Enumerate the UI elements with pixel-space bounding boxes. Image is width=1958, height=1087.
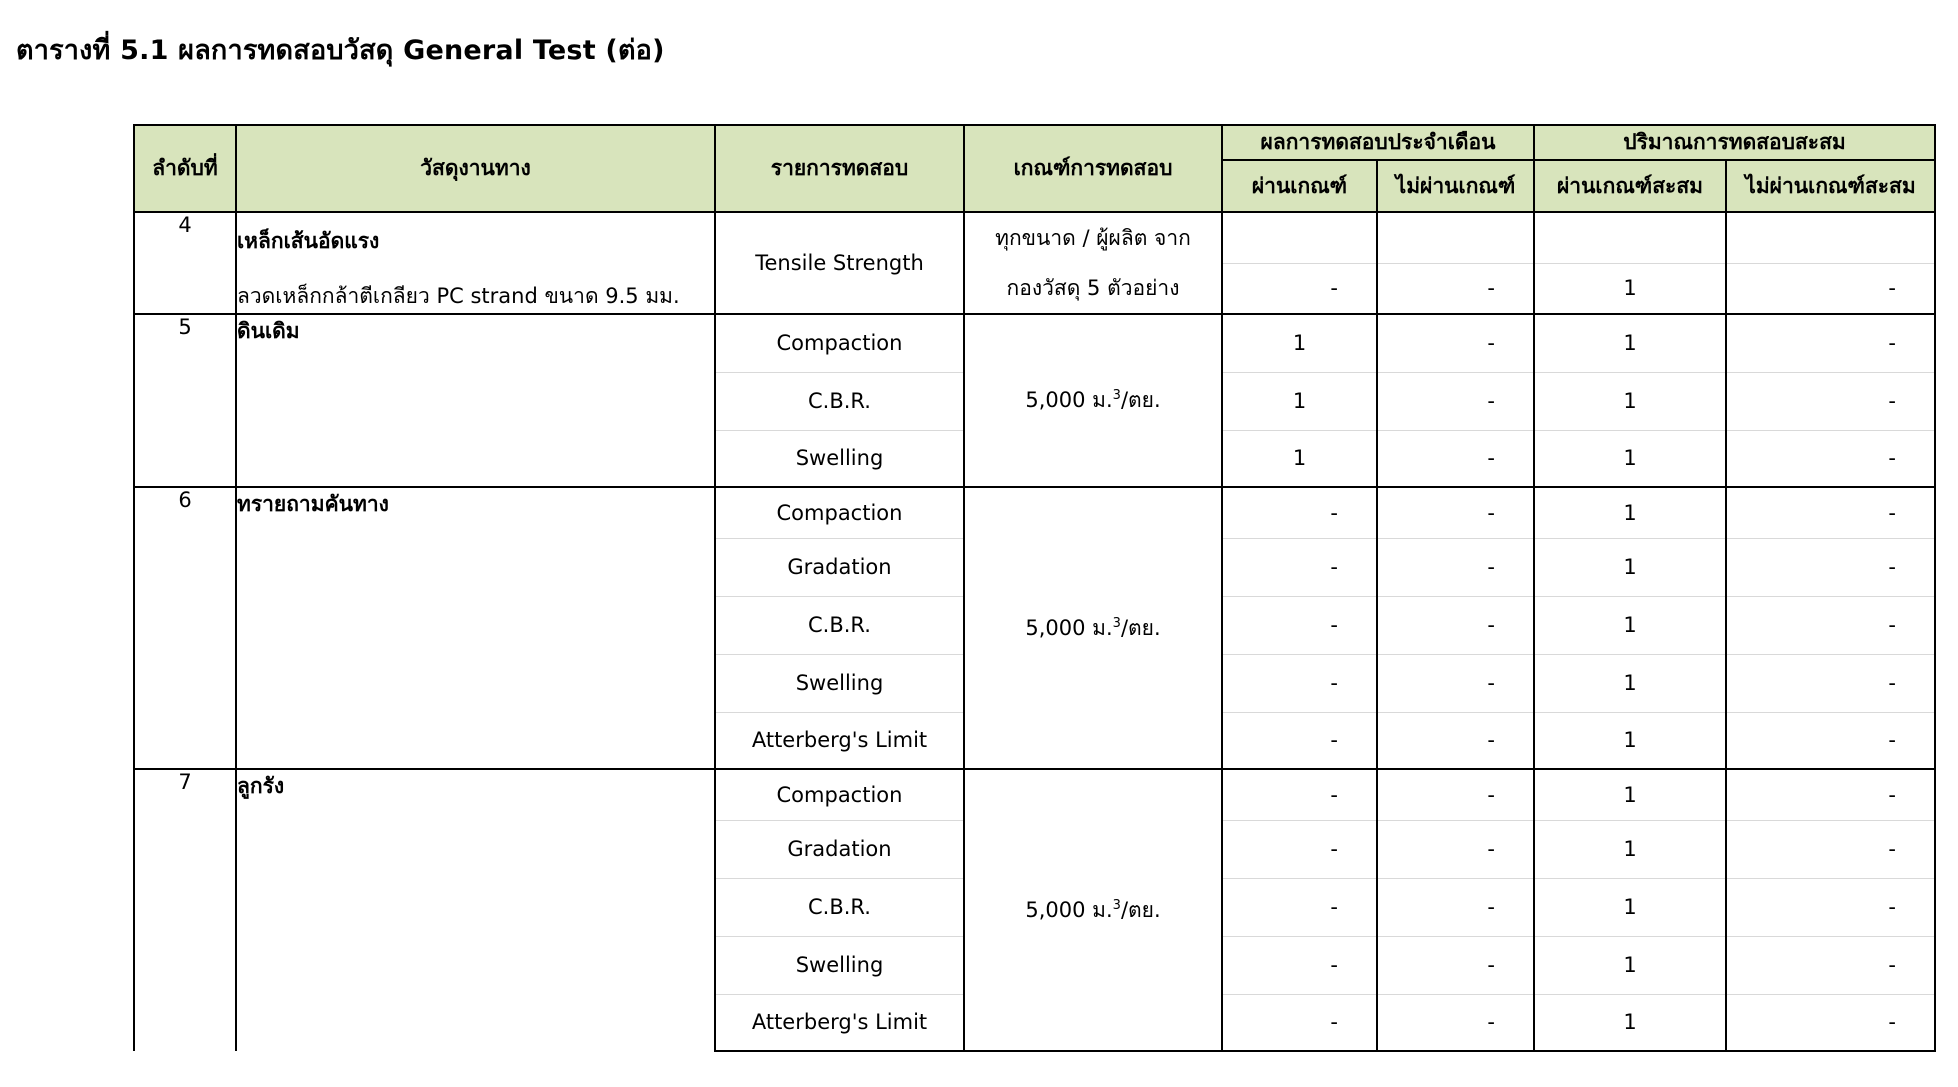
pass-value: - <box>1222 487 1377 538</box>
test-name: Swelling <box>715 936 964 994</box>
test-name: Compaction <box>715 314 964 372</box>
fail-value: - <box>1377 878 1534 936</box>
fail-value: - <box>1377 372 1534 430</box>
material-name: ดินเดิม <box>237 319 300 343</box>
pass-cum-value: 1 <box>1534 654 1726 712</box>
pass-value: - <box>1222 654 1377 712</box>
test-name: C.B.R. <box>715 878 964 936</box>
pass-value: - <box>1222 263 1377 314</box>
group-material <box>236 314 715 487</box>
material-name: เหล็กเส้นอัดแรง <box>237 229 380 253</box>
pass-cum-value: 1 <box>1534 263 1726 314</box>
fail-cum-value: - <box>1726 372 1935 430</box>
pass-cum-value: 1 <box>1534 538 1726 596</box>
fail-cum-value: - <box>1726 654 1935 712</box>
material-sub: ลวดเหล็กกล้าตีเกลียว PC strand ขนาด 9.5 มม. <box>237 284 680 308</box>
material-name: ลูกรัง <box>237 774 285 798</box>
pass-value: - <box>1222 769 1377 820</box>
header-criteria: เกณฑ์การทดสอบ <box>964 125 1222 212</box>
fail-cum-value: - <box>1726 314 1935 372</box>
header-monthly: ผลการทดสอบประจำเดือน <box>1222 125 1534 160</box>
fail-value: - <box>1377 263 1534 314</box>
header-cumulative: ปริมาณการทดสอบสะสม <box>1534 125 1935 160</box>
fail-cum-value: - <box>1726 263 1935 314</box>
group-index: 4 <box>134 212 236 314</box>
pass-value: - <box>1222 596 1377 654</box>
pass-cum-value: 1 <box>1534 820 1726 878</box>
fail-cum-value: - <box>1726 430 1935 487</box>
test-name: Gradation <box>715 538 964 596</box>
fail-value: - <box>1377 654 1534 712</box>
criteria-line1: ทุกขนาด / ผู้ผลิต จาก <box>995 226 1191 250</box>
fail-cum-value: - <box>1726 487 1935 538</box>
criteria-line2: กองวัสดุ 5 ตัวอย่าง <box>1006 276 1180 300</box>
fail-value: - <box>1377 538 1534 596</box>
pass-value: - <box>1222 820 1377 878</box>
group-index: 6 <box>134 487 236 769</box>
fail-cum-value: - <box>1726 994 1935 1051</box>
table-row <box>134 212 1935 263</box>
fail-value: - <box>1377 314 1534 372</box>
pass-cum-value: 1 <box>1534 314 1726 372</box>
test-name: Tensile Strength <box>715 212 964 314</box>
criteria: 5,000 ม.$^3$/ตย. <box>964 769 1222 1051</box>
group-material <box>236 487 715 769</box>
material-name: ทรายถามคันทาง <box>237 492 389 516</box>
fail-value: - <box>1377 487 1534 538</box>
header-test: รายการทดสอบ <box>715 125 964 212</box>
test-name: Gradation <box>715 820 964 878</box>
fail-value: - <box>1377 712 1534 769</box>
fail-value: - <box>1377 430 1534 487</box>
pass-value: - <box>1222 538 1377 596</box>
pass-value: 1 <box>1222 372 1377 430</box>
header-pass: ผ่านเกณฑ์ <box>1222 160 1377 212</box>
header-index: ลำดับที่ <box>134 125 236 212</box>
test-name: Compaction <box>715 769 964 820</box>
group-index: 5 <box>134 314 236 487</box>
group-material <box>236 769 715 1051</box>
test-name: Swelling <box>715 430 964 487</box>
header-fail-cum: ไม่ผ่านเกณฑ์สะสม <box>1726 160 1935 212</box>
table-row <box>134 487 1935 538</box>
test-name: Compaction <box>715 487 964 538</box>
pass-cum-value: 1 <box>1534 936 1726 994</box>
pass-value: - <box>1222 936 1377 994</box>
fail-value: - <box>1377 769 1534 820</box>
group-index: 7 <box>134 769 236 1051</box>
fail-value: - <box>1377 820 1534 878</box>
pass-value: 1 <box>1222 430 1377 487</box>
pass-cum-value: 1 <box>1534 487 1726 538</box>
pass-cum-value: 1 <box>1534 596 1726 654</box>
fail-cum-value: - <box>1726 596 1935 654</box>
pass-cum-value: 1 <box>1534 430 1726 487</box>
fail-value: - <box>1377 596 1534 654</box>
header-pass-cum: ผ่านเกณฑ์สะสม <box>1534 160 1726 212</box>
header-material: วัสดุงานทาง <box>236 125 715 212</box>
criteria: 5,000 ม.$^3$/ตย. <box>964 314 1222 487</box>
fail-cum-value: - <box>1726 936 1935 994</box>
test-name: C.B.R. <box>715 596 964 654</box>
pass-cum-value: 1 <box>1534 769 1726 820</box>
pass-value: - <box>1222 994 1377 1051</box>
fail-cum-value: - <box>1726 712 1935 769</box>
test-results-table <box>133 124 1936 1052</box>
pass-value: 1 <box>1222 314 1377 372</box>
pass-cum-value: 1 <box>1534 372 1726 430</box>
table-row <box>134 314 1935 372</box>
pass-cum-value: 1 <box>1534 994 1726 1051</box>
test-name: Atterberg's Limit <box>715 994 964 1051</box>
fail-value: - <box>1377 936 1534 994</box>
pass-cum-value: 1 <box>1534 878 1726 936</box>
page-title: ตารางที่ 5.1 ผลการทดสอบวัสดุ General Test (ต่อ) <box>16 35 665 66</box>
header-fail: ไม่ผ่านเกณฑ์ <box>1377 160 1534 212</box>
test-name: Atterberg's Limit <box>715 712 964 769</box>
fail-cum-value: - <box>1726 538 1935 596</box>
table-row <box>134 769 1935 820</box>
pass-cum-value: 1 <box>1534 712 1726 769</box>
pass-value: - <box>1222 878 1377 936</box>
fail-cum-value: - <box>1726 820 1935 878</box>
pass-value: - <box>1222 712 1377 769</box>
fail-cum-value: - <box>1726 878 1935 936</box>
test-name: C.B.R. <box>715 372 964 430</box>
criteria: 5,000 ม.$^3$/ตย. <box>964 487 1222 769</box>
group-material <box>236 212 715 314</box>
test-name: Swelling <box>715 654 964 712</box>
criteria <box>964 212 1222 314</box>
fail-value: - <box>1377 994 1534 1051</box>
fail-cum-value: - <box>1726 769 1935 820</box>
